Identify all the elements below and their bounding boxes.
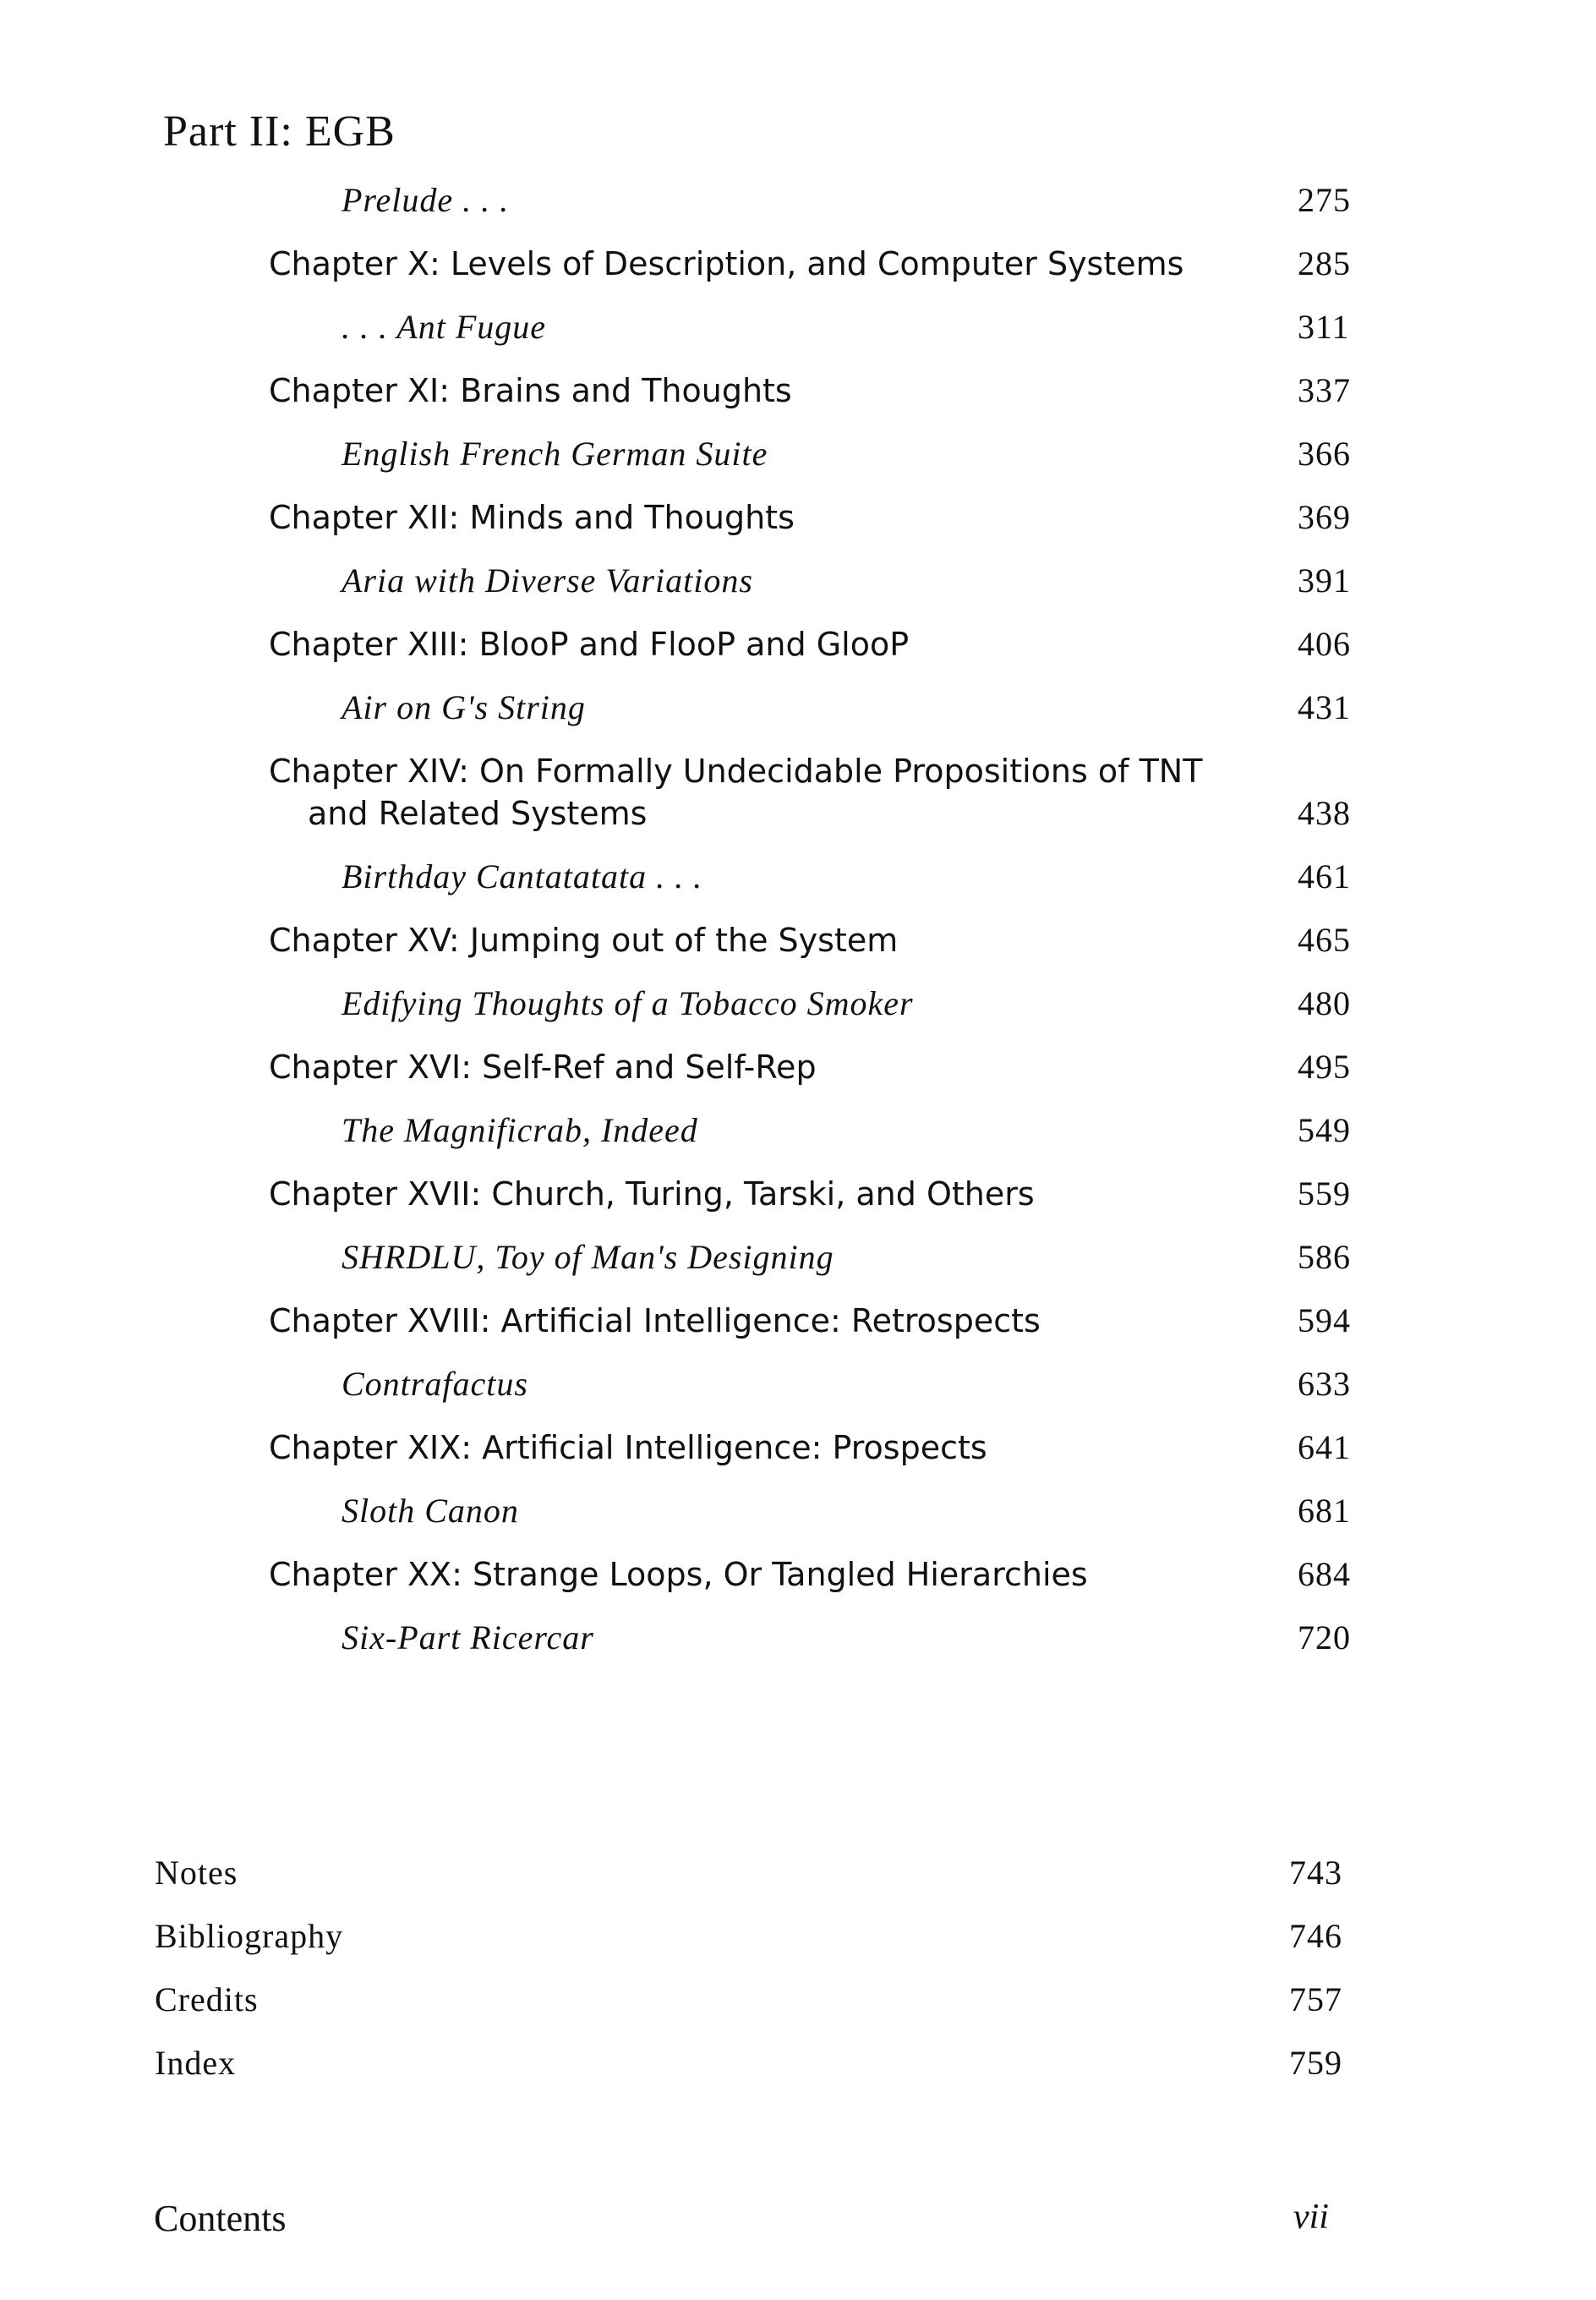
toc-entry bbox=[0, 1617, 1596, 1668]
entry-page: 438 bbox=[1298, 794, 1351, 832]
back-matter-entry bbox=[0, 2042, 1596, 2093]
toc-entry bbox=[0, 856, 1596, 906]
entry-title: Six-Part Ricercar bbox=[342, 1618, 594, 1657]
back-matter-entry bbox=[0, 1852, 1596, 1903]
toc-entry bbox=[0, 179, 1596, 230]
entry-page: 275 bbox=[1298, 181, 1351, 219]
toc-entry bbox=[0, 243, 1596, 293]
toc-entry bbox=[0, 1363, 1596, 1414]
entry-title: English French German Suite bbox=[342, 435, 768, 473]
entry-page: 757 bbox=[1289, 1980, 1342, 2018]
entry-title: Contrafactus bbox=[342, 1365, 528, 1403]
toc-entry bbox=[0, 370, 1596, 420]
entry-title: Chapter XIX: Artificial Intelligence: Prospects bbox=[269, 1429, 987, 1466]
entry-title: Edifying Thoughts of a Tobacco Smoker bbox=[342, 984, 914, 1022]
toc-entry bbox=[0, 1173, 1596, 1224]
entry-page: 369 bbox=[1298, 498, 1351, 536]
entry-page: 586 bbox=[1298, 1238, 1351, 1276]
entry-title: Notes bbox=[155, 1854, 238, 1892]
entry-page: 720 bbox=[1298, 1618, 1351, 1657]
entry-title-line-2: and Related Systems bbox=[308, 795, 648, 832]
entry-title: Chapter X: Levels of Description, and Computer Systems bbox=[269, 245, 1184, 282]
toc-entry bbox=[0, 1046, 1596, 1097]
entry-title: Chapter XIII: BlooP and FlooP and GlooP bbox=[269, 626, 910, 663]
entry-page: 549 bbox=[1298, 1111, 1351, 1149]
entry-page: 311 bbox=[1298, 308, 1350, 346]
page-number: vii bbox=[1293, 2198, 1329, 2237]
back-matter-entry bbox=[0, 1915, 1596, 1966]
toc-entry bbox=[0, 1300, 1596, 1350]
entry-title: Chapter XV: Jumping out of the System bbox=[269, 922, 899, 959]
toc-entry bbox=[0, 983, 1596, 1033]
entry-title: . . . Ant Fugue bbox=[342, 308, 547, 346]
entry-title: Chapter XVII: Church, Turing, Tarski, and Others bbox=[269, 1175, 1035, 1213]
toc-entry bbox=[0, 433, 1596, 484]
entry-page: 641 bbox=[1298, 1428, 1351, 1466]
entry-title: Air on G's String bbox=[342, 688, 586, 726]
entry-page: 746 bbox=[1289, 1917, 1342, 1955]
toc-entry bbox=[0, 1490, 1596, 1541]
entry-page: 559 bbox=[1298, 1175, 1351, 1213]
entry-title: The Magnificrab, Indeed bbox=[342, 1111, 698, 1149]
entry-title-line-1: Chapter XIV: On Formally Undecidable Propositions of TNT bbox=[269, 753, 1203, 790]
entry-page: 681 bbox=[1298, 1492, 1351, 1530]
entry-title: Bibliography bbox=[155, 1917, 344, 1955]
entry-title: Birthday Cantatatata . . . bbox=[342, 857, 703, 895]
entry-title: Chapter XVI: Self-Ref and Self-Rep bbox=[269, 1049, 817, 1086]
entry-title: SHRDLU, Toy of Man's Designing bbox=[342, 1238, 834, 1276]
entry-title: Chapter XII: Minds and Thoughts bbox=[269, 499, 795, 536]
entry-page: 480 bbox=[1298, 984, 1351, 1022]
part-title: Part II: EGB bbox=[163, 107, 396, 156]
entry-page: 366 bbox=[1298, 435, 1351, 473]
entry-page: 759 bbox=[1289, 2044, 1342, 2082]
toc-entry bbox=[0, 1553, 1596, 1604]
toc-entry bbox=[0, 560, 1596, 611]
back-matter-entry bbox=[0, 1979, 1596, 2029]
entry-page: 594 bbox=[1298, 1301, 1351, 1339]
entry-page: 461 bbox=[1298, 857, 1351, 895]
running-footer-title: Contents bbox=[154, 2198, 287, 2239]
entry-page: 743 bbox=[1289, 1854, 1342, 1892]
toc-entry bbox=[0, 496, 1596, 547]
toc-entry bbox=[0, 750, 1596, 843]
entry-title bbox=[269, 750, 1202, 835]
entry-page: 465 bbox=[1298, 921, 1351, 959]
entry-page: 406 bbox=[1298, 625, 1351, 663]
entry-title: Prelude . . . bbox=[342, 181, 510, 219]
entry-title: Credits bbox=[155, 1980, 259, 2018]
entry-page: 495 bbox=[1298, 1048, 1351, 1086]
entry-page: 633 bbox=[1298, 1365, 1351, 1403]
toc-entry bbox=[0, 919, 1596, 970]
entry-title: Aria with Diverse Variations bbox=[342, 561, 753, 600]
entry-title: Chapter XI: Brains and Thoughts bbox=[269, 372, 792, 409]
toc-entry bbox=[0, 1427, 1596, 1477]
entry-page: 337 bbox=[1298, 371, 1351, 409]
toc-entry bbox=[0, 623, 1596, 674]
entry-page: 285 bbox=[1298, 244, 1351, 282]
toc-entry bbox=[0, 1236, 1596, 1287]
entry-title: Sloth Canon bbox=[342, 1492, 519, 1530]
toc-entry bbox=[0, 306, 1596, 357]
toc-entry bbox=[0, 687, 1596, 737]
entry-page: 431 bbox=[1298, 688, 1351, 726]
entry-page: 684 bbox=[1298, 1555, 1351, 1593]
entry-title: Chapter XX: Strange Loops, Or Tangled Hierarchies bbox=[269, 1556, 1088, 1593]
toc-entry bbox=[0, 1109, 1596, 1160]
entry-title: Chapter XVIII: Artificial Intelligence: Retrospects bbox=[269, 1302, 1041, 1339]
entry-title: Index bbox=[155, 2044, 237, 2082]
entry-page: 391 bbox=[1298, 561, 1351, 600]
